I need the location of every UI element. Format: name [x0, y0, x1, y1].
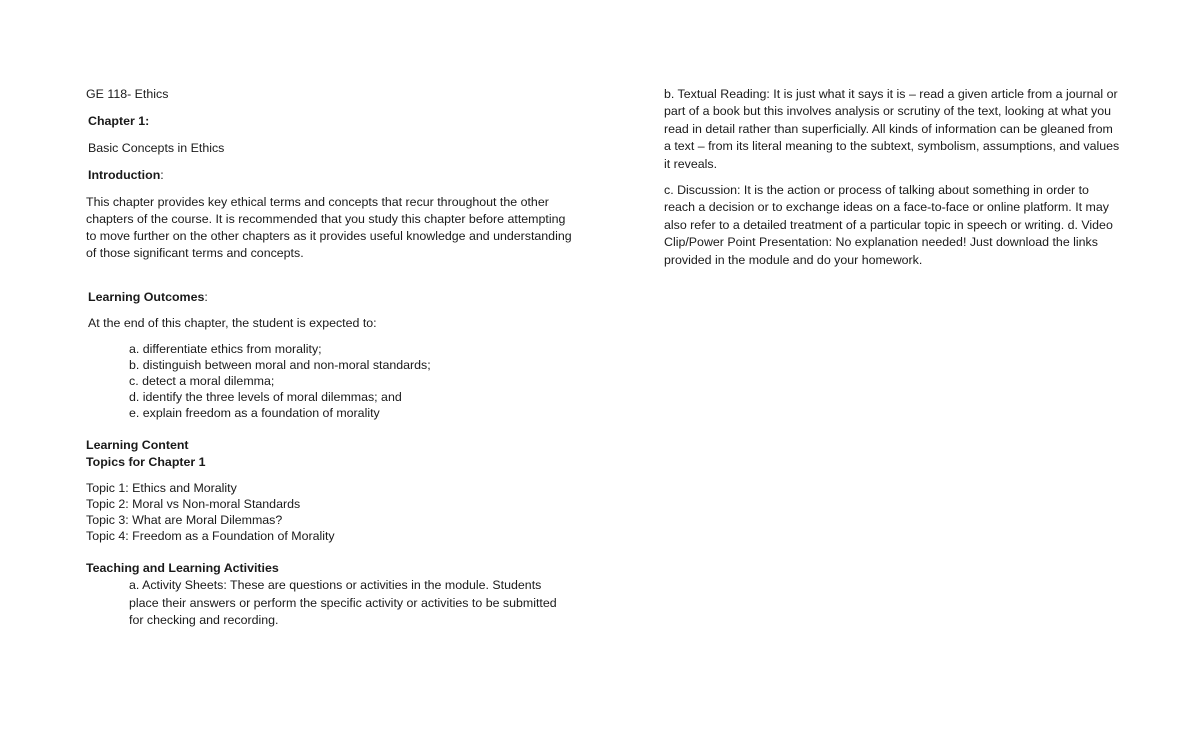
course-title: GE 118- Ethics [86, 87, 169, 101]
topics-heading: Topics for Chapter 1 [86, 455, 206, 469]
discussion-text: c. Discussion: It is the action or process of talking about something in order to reach a decision or to exchange ideas on a face-to-face or online platform. It may also refer to a detailed treatment of a particular topic in speech or writing. d. Video Clip/Power Point Presentation: No explanation needed! Just download the links provided in the module and do your homework. [664, 183, 1113, 267]
introduction-colon: : [160, 168, 164, 182]
outcome-item: d. identify the three levels of moral dilemmas; and [129, 390, 402, 404]
learning-outcomes-heading [86, 289, 586, 306]
introduction-text: This chapter provides key ethical terms and concepts that recur throughout the other chapters of the course. It is recommended that you study this chapter before attempting to move further on the other chapters as it provides useful knowledge and understanding of those significant terms and concepts. [86, 195, 572, 260]
introduction-heading [86, 167, 586, 184]
topic-item: Topic 1: Ethics and Morality [86, 481, 237, 495]
right-column [664, 86, 1124, 269]
learning-outcomes-heading-text: Learning Outcomes [88, 290, 205, 304]
activity-a-text: a. Activity Sheets: These are questions or activities in the module. Students place their answers or perform the specific activity or activities to be submitted for checking and recording. [129, 578, 557, 627]
introduction-heading-text: Introduction [88, 168, 161, 182]
topics-list [86, 480, 586, 544]
topic-item: Topic 4: Freedom as a Foundation of Morality [86, 529, 335, 543]
outcome-item: e. explain freedom as a foundation of morality [129, 406, 380, 420]
topic-item: Topic 3: What are Moral Dilemmas? [86, 513, 283, 527]
outcome-item: a. differentiate ethics from morality; [129, 342, 322, 356]
learning-outcomes-colon: : [204, 290, 208, 304]
left-column [86, 86, 586, 630]
chapter-title: Basic Concepts in Ethics [88, 141, 225, 155]
textual-reading-text: b. Textual Reading: It is just what it says it is – read a given article from a journal or part of a book but this involves analysis or scrutiny of the text, looking at what you read in detail rather than superficially. All kinds of information can be gleaned from a text – from its literal meaning to the subtext, symbolism, assumptions, and values it reveals. [664, 87, 1120, 171]
outcomes-list [129, 341, 586, 421]
topic-item: Topic 2: Moral vs Non-moral Standards [86, 497, 301, 511]
outcome-item: b. distinguish between moral and non-moral standards; [129, 358, 431, 372]
activities-heading: Teaching and Learning Activities [86, 561, 279, 575]
outcome-item: c. detect a moral dilemma; [129, 374, 275, 388]
chapter-label: Chapter 1: [88, 114, 150, 128]
learning-content-heading: Learning Content [86, 438, 189, 452]
activity-a-block [86, 577, 586, 630]
outcomes-intro: At the end of this chapter, the student is expected to: [88, 316, 377, 330]
